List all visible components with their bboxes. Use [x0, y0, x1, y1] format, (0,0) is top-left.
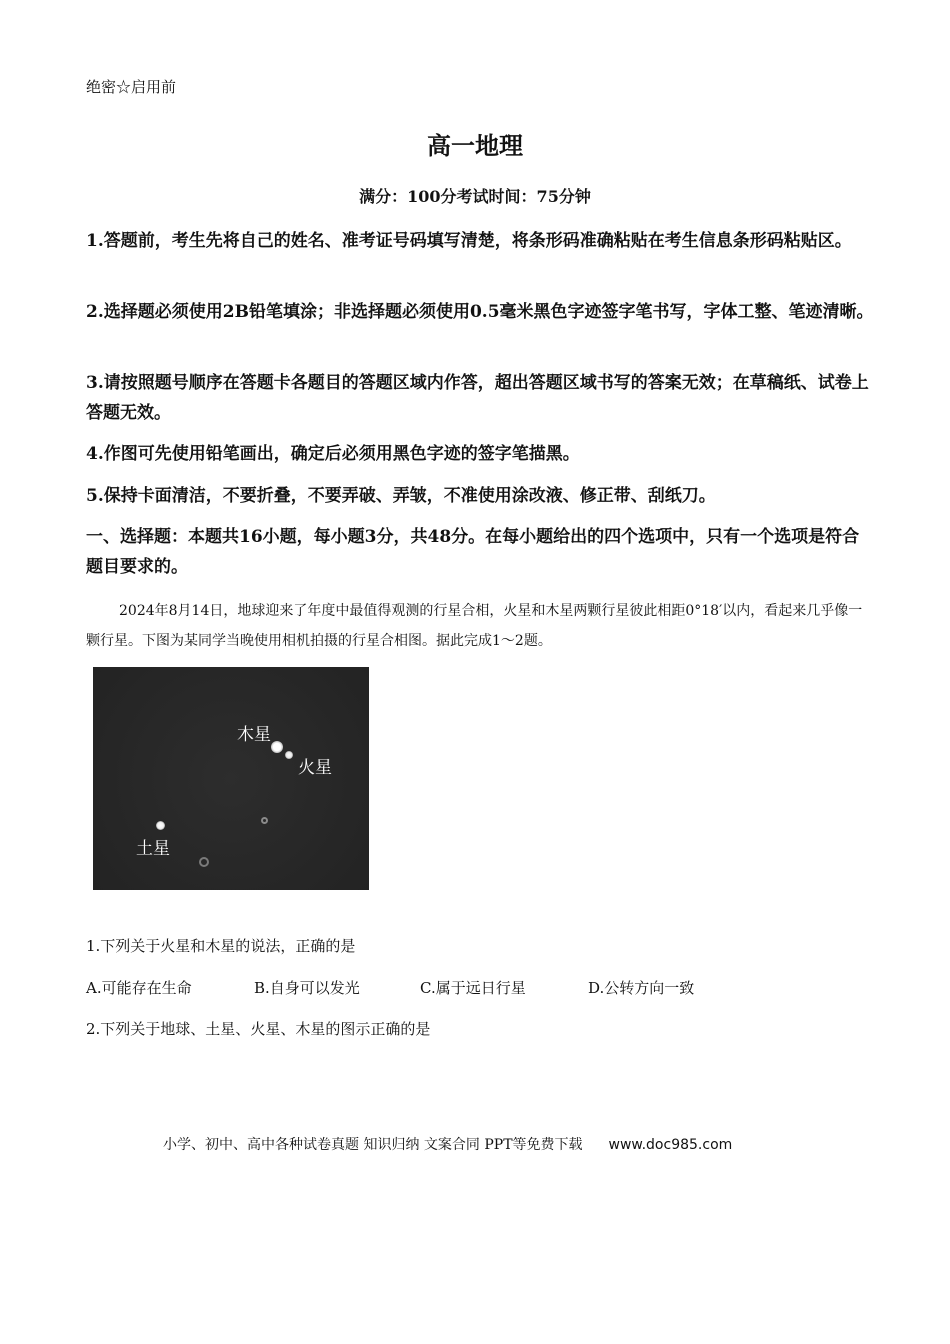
jupiter-label: 木星	[237, 725, 271, 745]
footer	[163, 1134, 732, 1154]
question-1: 1.下列关于火星和木星的说法，正确的是	[86, 937, 356, 955]
mars-label: 火星	[298, 758, 332, 778]
page-title: 高一地理	[427, 131, 523, 160]
planet-conjunction-photo	[93, 667, 369, 890]
instruction-5: 5.保持卡面清洁，不要折叠，不要弄破、弄皱，不准使用涂改液、修正带、刮纸刀。	[86, 486, 716, 506]
instruction-4: 4.作图可先使用铅笔画出，确定后必须用黑色字迹的签字笔描黑。	[86, 444, 580, 464]
passage-text: 2024年8月14日，地球迎来了年度中最值得观测的行星合相，火星和木星两颗行星彼此相距0°18′以内，看起来几乎像一颗行星。下图为某同学当晚使用相机拍摄的行星合相图。据此完成1～2题。	[86, 603, 863, 649]
instruction-3: 3.请按照题号顺序在答题卡各题目的答题区域内作答，超出答题区域书写的答案无效；在草稿纸、试卷上答题无效。	[86, 373, 869, 423]
section-heading: 一、选择题：本题共16小题，每小题3分，共48分。在每小题给出的四个选项中，只有一个选项是符合题目要求的。	[86, 527, 860, 577]
option-c: C.属于远日行星	[420, 979, 526, 997]
option-d: D.公转方向一致	[588, 979, 695, 997]
mars-point	[285, 751, 293, 759]
exam-info: 满分：100分考试时间：75分钟	[359, 187, 591, 206]
saturn-label: 土星	[136, 839, 170, 859]
instruction-2: 2.选择题必须使用2B铅笔填涂；非选择题必须使用0.5毫米黑色字迹签字笔书写，字体工整、笔迹清晰。	[86, 302, 874, 322]
footer-url[interactable]: www.doc985.com	[608, 1137, 733, 1153]
option-a: A.可能存在生命	[86, 979, 192, 997]
confidential-label: 绝密☆启用前	[86, 78, 177, 96]
jupiter-point	[271, 741, 283, 753]
question-2: 2.下列关于地球、土星、火星、木星的图示正确的是	[86, 1020, 431, 1038]
faint-star-point	[199, 857, 209, 867]
footer-text: 小学、初中、高中各种试卷真题 知识归纳 文案合同 PPT等免费下载	[163, 1137, 583, 1153]
reading-passage	[86, 596, 876, 656]
instruction-1: 1.答题前，考生先将自己的姓名、准考证号码填写清楚，将条形码准确粘贴在考生信息条形码粘贴区。	[86, 231, 852, 251]
faint-star-point	[261, 817, 268, 824]
option-b: B.自身可以发光	[254, 979, 360, 997]
saturn-point	[156, 821, 165, 830]
